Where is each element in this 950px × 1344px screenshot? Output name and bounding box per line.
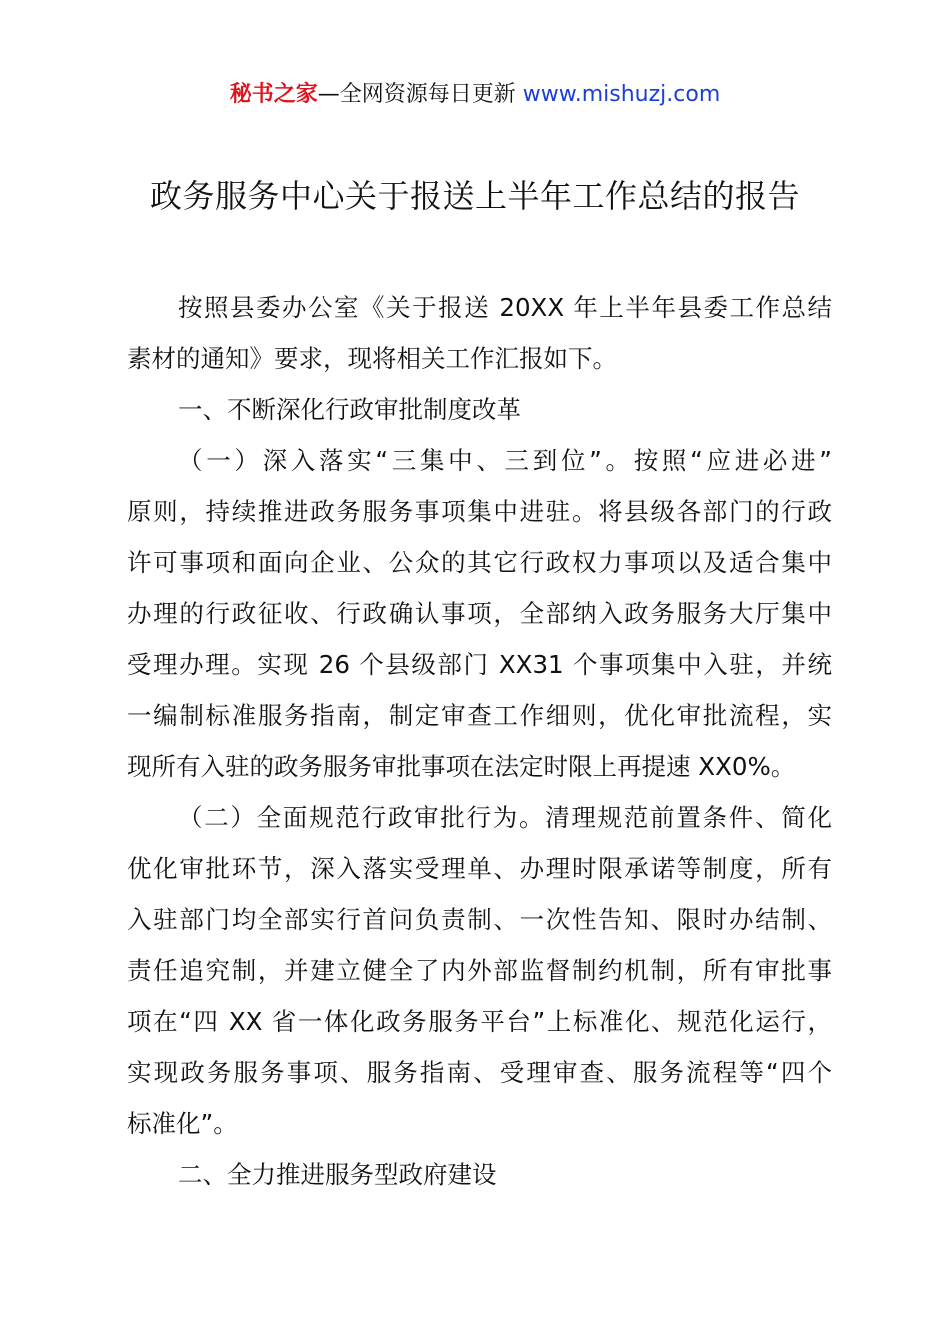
paragraph-line: 按照县委办公室《关于报送 20XX 年上半年县委工作总结 (178, 293, 832, 322)
section-heading: 一、不断深化行政审批制度改革 (178, 395, 521, 424)
paragraph-line: 素材的通知》要求，现将相关工作汇报如下。 (127, 344, 617, 373)
paragraph-line: 标准化”。 (127, 1109, 238, 1138)
paragraph-line: 入驻部门均全部实行首问负责制、一次性告知、限时办结制、 (127, 905, 832, 934)
site-header (0, 80, 950, 110)
paragraph-line: 许可事项和面向企业、公众的其它行政权力事项以及适合集中 (127, 548, 832, 577)
paragraph-line: 办理的行政征收、行政确认事项，全部纳入政务服务大厅集中 (127, 599, 832, 628)
paragraph-line: 受理办理。实现 26 个县级部门 XX31 个事项集中入驻，并统 (127, 650, 832, 679)
site-slogan: —全网资源每日更新 (317, 82, 516, 107)
paragraph-line: 实现政务服务事项、服务指南、受理审查、服务流程等“四个 (127, 1058, 832, 1087)
paragraph-line: （二）全面规范行政审批行为。清理规范前置条件、简化 (178, 803, 832, 832)
document-title: 政务服务中心关于报送上半年工作总结的报告 (149, 177, 800, 215)
paragraph-line: 项在“四 XX 省一体化政务服务平台”上标准化、规范化运行， (127, 1007, 832, 1036)
paragraph-line: 现所有入驻的政务服务审批事项在法定时限上再提速 XX0%。 (127, 752, 796, 781)
paragraph-line: 一编制标准服务指南，制定审查工作细则，优化审批流程，实 (127, 701, 832, 730)
paragraph-line: 优化审批环节，深入落实受理单、办理时限承诺等制度，所有 (127, 854, 832, 883)
paragraph-line: 原则，持续推进政务服务事项集中进驻。将县级各部门的行政 (127, 497, 832, 526)
site-brand: 秘书之家 (229, 82, 318, 107)
site-url-link[interactable]: www.mishuzj.com (522, 82, 721, 107)
paragraph-line: （一）深入落实“三集中、三到位”。按照“应进必进” (178, 446, 832, 475)
document-body (127, 282, 832, 1200)
paragraph-line: 责任追究制，并建立健全了内外部监督制约机制，所有审批事 (127, 956, 832, 985)
section-heading: 二、全力推进服务型政府建设 (178, 1160, 497, 1189)
